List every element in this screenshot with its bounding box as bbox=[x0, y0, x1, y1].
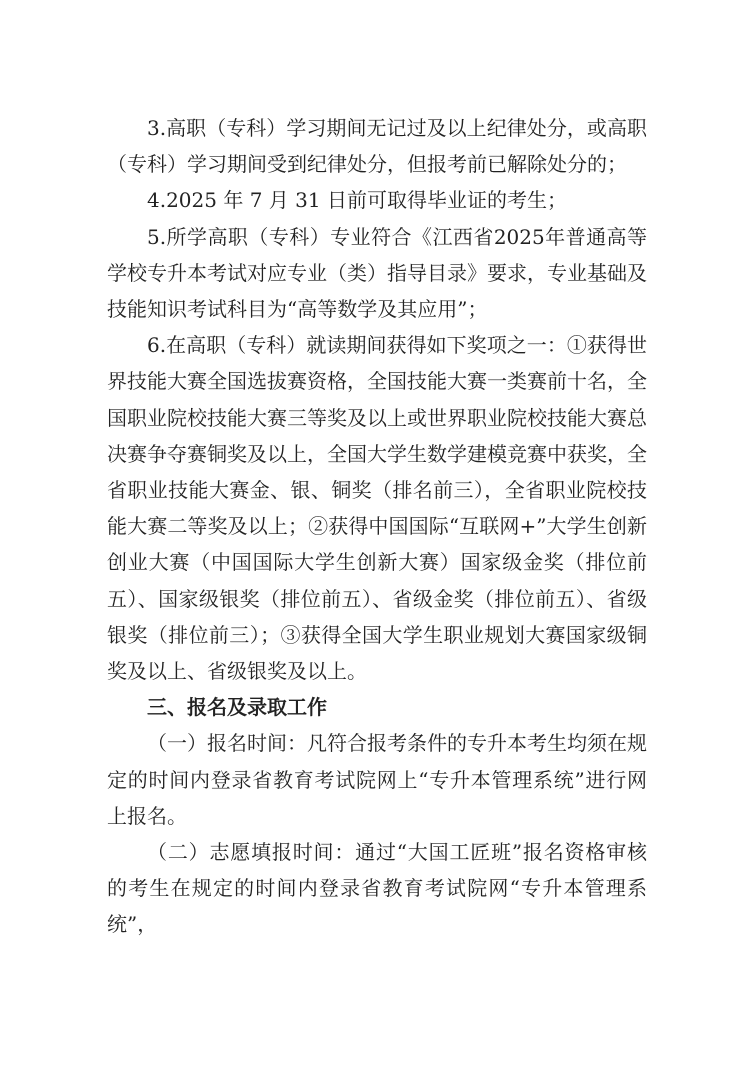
paragraph-item-5: 5.所学高职（专科）专业符合《江西省2025年普通高等学校专升本考试对应专业（类）指导目录》要求，专业基础及技能知识考试科目为“高等数学及其应用”； bbox=[107, 224, 647, 322]
paragraph-item-6: 6.在高职（专科）就读期间获得如下奖项之一：①获得世界技能大赛全国选拔赛资格，全国技能大赛一类赛前十名，全国职业院校技能大赛三等奖及以上或世界职业院校技能大赛总决赛争夺赛铜奖及以上，全国大学生数学建模竞赛中获奖，全省职业技能大赛金、银、铜奖（排名前三），全省职业院校技能大赛二等奖及以上；②获得中国国际“互联网+”大学生创新创业大赛（中国国际大学生创新大赛）国家级金奖（排位前五）、国家级银奖（排位前五）、省级金奖（排位前五）、省级银奖（排位前三）；③获得全国大学生职业规划大赛国家级铜奖及以上、省级银奖及以上。 bbox=[107, 333, 647, 684]
paragraph-item-3: 3.高职（专科）学习期间无记过及以上纪律处分，或高职（专科）学习期间受到纪律处分，但报考前已解除处分的； bbox=[107, 116, 647, 177]
section-heading-registration: 三、报名及录取工作 bbox=[147, 695, 327, 720]
paragraph-registration-time: （一）报名时间：凡符合报考条件的专升本考生均须在规定的时间内登录省教育考试院网上“专升本管理系统”进行网上报名。 bbox=[107, 731, 647, 828]
paragraph-item-4: 4.2025 年 7 月 31 日前可取得毕业证的考生； bbox=[147, 188, 567, 213]
paragraph-preference-time: （二）志愿填报时间：通过“大国工匠班”报名资格审核的考生在规定的时间内登录省教育考试院网“专升本管理系统”， bbox=[107, 840, 647, 937]
document-body bbox=[107, 110, 647, 943]
